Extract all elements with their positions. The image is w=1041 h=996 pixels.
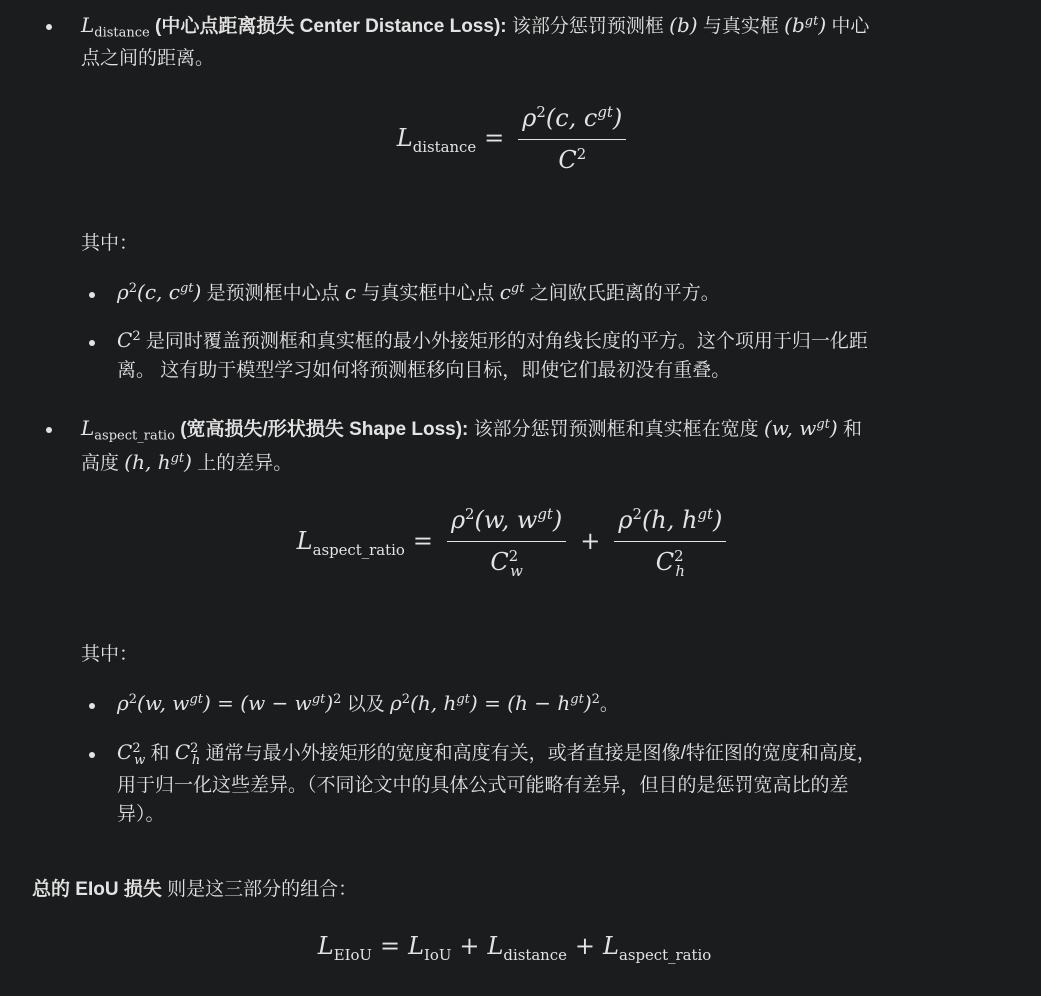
c-squared-description: $C^2$ 是同时覆盖预测框和真实框的最小外接矩形的对角线长度的平方。这个项用于归一化距 离。 这有助于模型学习如何将预测框移向目标，即使它们最初没有重叠。 (117, 328, 868, 382)
cw-ch-description: $C^2_w$ 和 $C^2_h$ 通常与最小外接矩形的宽度和高度有关，或者直接是图像/特征图的宽度和高度， 用于归一化这些差异。（不同论文中的具体公式可能略有差异，但目的是惩罚宽高比的差 异）。 (117, 740, 876, 826)
aspect-loss-title: (宽高损失/形状损失 Shape Loss): (180, 419, 469, 440)
list-bullet (89, 752, 95, 758)
list-bullet (46, 24, 52, 30)
aspect-formula: $L_{aspect\_ratio}$ = $\frac{\rho^2(w, w^{gt})}{C^2_w}$ + $\frac{\rho^2(h, h^{gt})}{C^2_h}$ (32, 502, 997, 583)
rho-description: $\rho^2(c$, $c^{gt}$) 是预测框中心点 c 与真实框中心点 $c^{gt}$ 之间欧氏距离的平方。 (117, 280, 720, 304)
distance-formula: $L_{distance}$ = $\frac{\rho^2(c, c^{gt})}{C^2}$ (32, 100, 997, 179)
aspect-loss-paragraph: $L_{aspect\_ratio}$ (宽高损失/形状损失 Shape Loss): 该部分惩罚预测框和真实框在宽度 (w, $w^{gt}$) 和 高度 (h, $h^{gt}$) 上的差异。 (81, 416, 862, 474)
distance-loss-title: (中心点距离损失 Center Distance Loss): (155, 16, 507, 37)
where-label: 其中： (81, 233, 139, 254)
list-bullet (89, 292, 95, 298)
summary-paragraph: 总的 EIoU 损失 则是这三部分的组合： (32, 879, 358, 900)
summary-bold: 总的 EIoU 损失 (32, 879, 162, 900)
list-bullet (89, 340, 95, 346)
rho-wh-description: $\rho^2(w$, $w^{gt}) = (w - w^{gt})^2$ 以及 $\rho^2(h$, $h^{gt}) = (h - h^{gt})^2$。 (117, 691, 619, 715)
list-bullet (89, 703, 95, 709)
distance-loss-symbol: $L_{distance}$ (81, 13, 150, 41)
list-bullet (46, 427, 52, 433)
distance-loss-paragraph: $L_{distance}$ (中心点距离损失 Center Distance Loss): 该部分惩罚预测框 (b) 与真实框 $(b^{gt})$ 中心 点之间的距离。 (81, 13, 870, 69)
eiou-formula: $L_{EIoU} = L_{IoU} + L_{distance} + L_{aspect\_ratio}$ (317, 932, 712, 964)
where-label: 其中： (81, 644, 139, 665)
aspect-loss-symbol: $L_{aspect\_ratio}$ (81, 416, 175, 444)
